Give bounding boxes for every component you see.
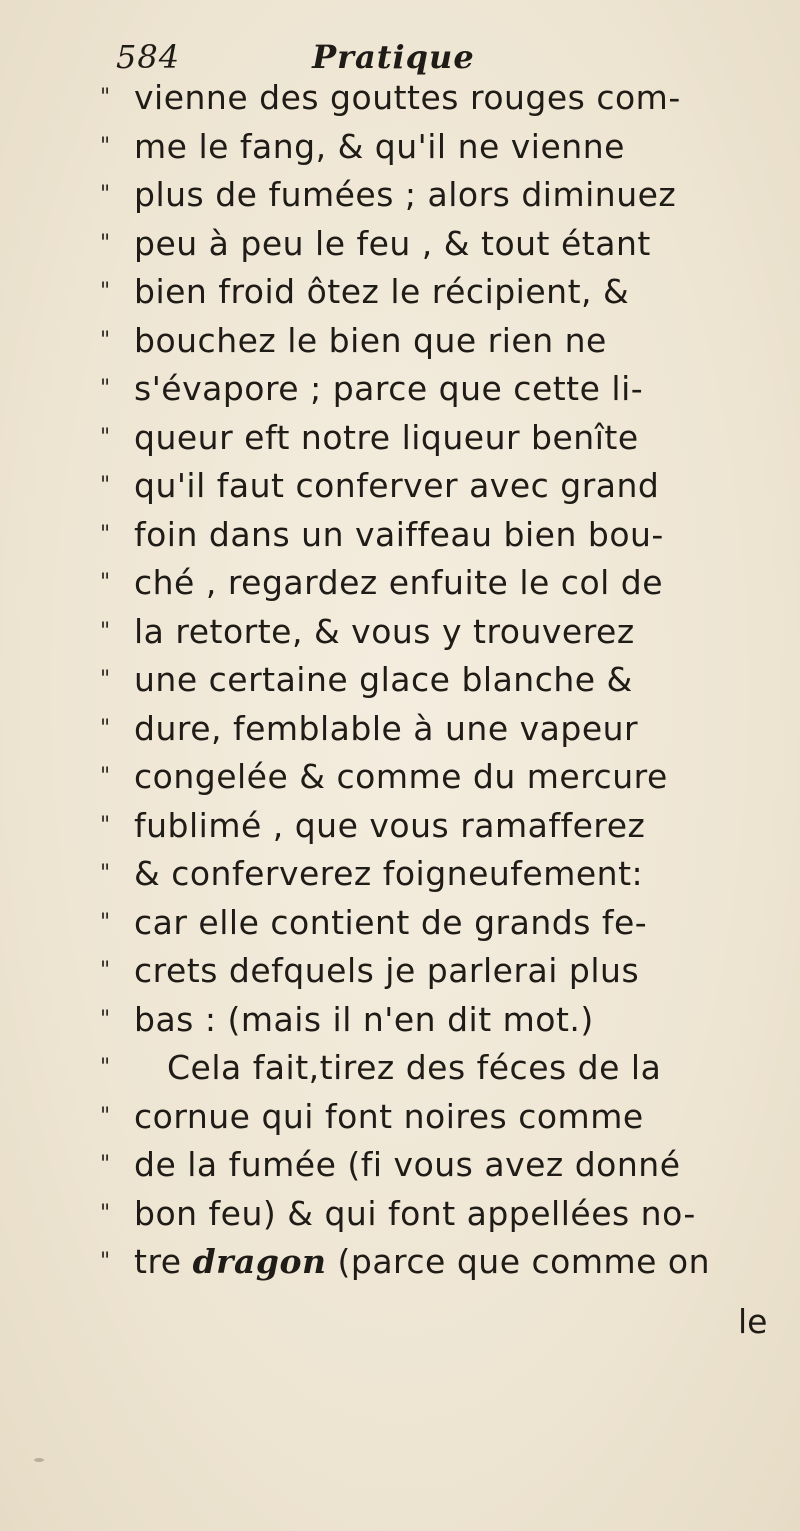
quotation-marker: " xyxy=(100,230,111,256)
line-text: queur eft notre liqueur benîte xyxy=(134,417,639,457)
line-text: fublimé , que vous ramafferez xyxy=(134,805,646,845)
quotation-marker: " xyxy=(100,958,111,983)
line-text: ché , regardez enfuite le col de xyxy=(134,563,664,602)
text-line xyxy=(100,462,790,511)
line-text: s'évapore ; parce que cette li- xyxy=(134,369,644,408)
text-line xyxy=(100,317,790,366)
text-body xyxy=(100,74,790,1287)
line-text: & conferverez foigneufement: xyxy=(134,854,644,893)
quotation-marker: " xyxy=(100,279,111,304)
text-line xyxy=(100,802,790,851)
ink-spot xyxy=(34,1458,44,1462)
line-text: congelée & comme du mercure xyxy=(134,757,668,796)
line-text: une certaine glace blanche & xyxy=(134,660,633,699)
line-text: qu'il faut conferver avec grand xyxy=(134,466,660,505)
line-text: bon feu) & qui font appellées no- xyxy=(134,1193,696,1233)
quotation-marker: " xyxy=(100,473,111,498)
italic-word: dragon xyxy=(192,1242,327,1281)
line-text: peu à peu le feu , & tout étant xyxy=(134,223,651,263)
line-text-start: tre xyxy=(134,1242,182,1281)
line-text-end: (parce que comme on xyxy=(337,1242,711,1281)
line-text: bas : (mais il n'en dit mot.) xyxy=(134,999,594,1039)
quotation-marker: " xyxy=(100,521,111,547)
text-line xyxy=(100,123,790,172)
text-line xyxy=(100,74,790,123)
quotation-marker: " xyxy=(100,1006,111,1032)
line-text: bouchez le bien que rien ne xyxy=(134,320,607,360)
text-line xyxy=(100,220,790,269)
text-line xyxy=(100,511,790,560)
text-line xyxy=(100,656,790,705)
quotation-marker: " xyxy=(100,85,111,110)
quotation-marker: " xyxy=(100,764,111,789)
line-text: plus de fumées ; alors diminuez xyxy=(134,175,677,214)
quotation-marker: " xyxy=(100,812,111,838)
running-title: Pratique xyxy=(312,38,475,76)
quotation-marker: " xyxy=(100,376,111,401)
text-line xyxy=(100,1044,790,1093)
line-text xyxy=(134,1238,710,1287)
text-line xyxy=(100,1093,790,1142)
quotation-marker: " xyxy=(100,715,111,741)
line-text: Cela fait,tirez des féces de la xyxy=(134,1048,662,1087)
quotation-marker: " xyxy=(100,1103,111,1129)
text-line xyxy=(100,365,790,414)
catchword: le xyxy=(738,1302,768,1341)
line-text: crets defquels je parlerai plus xyxy=(134,951,640,990)
text-line xyxy=(100,850,790,899)
line-text: car elle contient de grands fe- xyxy=(134,902,648,942)
text-line xyxy=(100,753,790,802)
line-text: bien froid ôtez le récipient, & xyxy=(134,272,630,311)
line-text: de la fumée (fi vous avez donné xyxy=(134,1145,681,1184)
text-line xyxy=(100,171,790,220)
quotation-marker: " xyxy=(100,1152,111,1177)
quotation-marker: " xyxy=(100,570,111,595)
page-number: 584 xyxy=(116,38,181,76)
quotation-marker: " xyxy=(100,133,111,159)
quotation-marker: " xyxy=(100,1200,111,1226)
text-line xyxy=(100,414,790,463)
line-text: la retorte, & vous y trouverez xyxy=(134,611,635,651)
text-line xyxy=(100,1190,790,1239)
quotation-marker: " xyxy=(100,424,111,450)
line-text: me le fang, & qu'il ne vienne xyxy=(134,126,625,166)
text-line xyxy=(100,1238,790,1287)
quotation-marker: " xyxy=(100,667,111,692)
text-line xyxy=(100,899,790,948)
quotation-marker: " xyxy=(100,909,111,935)
quotation-marker: " xyxy=(100,1055,111,1080)
line-text: vienne des gouttes rouges com- xyxy=(134,78,681,117)
text-line xyxy=(100,1141,790,1190)
line-text: dure, femblable à une vapeur xyxy=(134,708,639,748)
quotation-marker: " xyxy=(100,861,111,886)
text-line xyxy=(100,559,790,608)
text-line xyxy=(100,947,790,996)
text-line xyxy=(100,268,790,317)
quotation-marker: " xyxy=(100,327,111,353)
text-line xyxy=(100,996,790,1045)
line-text: foin dans un vaiffeau bien bou- xyxy=(134,514,664,554)
quotation-marker: " xyxy=(100,618,111,644)
quotation-marker: " xyxy=(100,1249,111,1274)
text-line xyxy=(100,608,790,657)
quotation-marker: " xyxy=(100,182,111,207)
line-text: cornue qui font noires comme xyxy=(134,1096,644,1136)
text-line xyxy=(100,705,790,754)
